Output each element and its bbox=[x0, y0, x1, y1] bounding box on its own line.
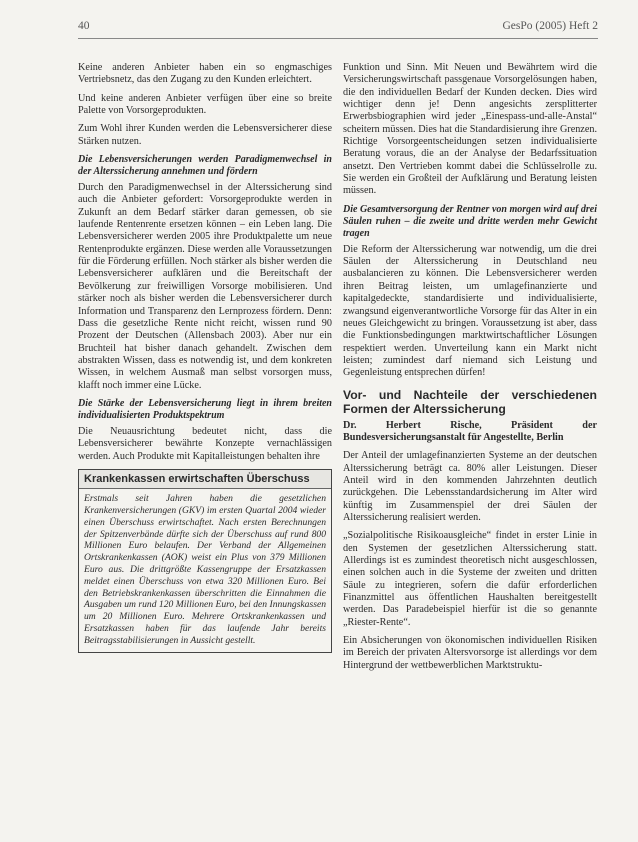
info-box-text: Erstmals seit Jahren haben die gesetzlichen Krankenversicherungen (GKV) im ersten Quartal 2004 wieder einen Überschuss erwirtschaftet. Nach ersten Berechnungen der Spitzenverbände dürfte sich der Überschuss auf rund 800 Millionen Euro belaufen. Der Verband der Allgemeinen Ortskrankenkassen (AOK) weist ein Plus von 379 Millionen Euro aus. Die drittgrößte Kassengruppe der Ersatzkassen meldet einen Überschuss von etwa 320 Millionen Euro. Bei den Betriebskrankenkassen überschritten die Einnahmen die Ausgaben um rund 120 Millionen Euro, bei den Innungskassen um 20 Millionen Euro. Mehrere Ortskrankenkassen und Ersatzkassen haben für das laufende Jahr bereits Beitragsstabilisierungen in Aussicht gestellt. bbox=[84, 493, 326, 646]
right-column bbox=[343, 62, 597, 678]
paragraph: Ein Absicherungen von ökonomischen individuellen Risiken im Bereich der privaten Altersvorsorge ist allerdings vor dem Hintergrund der wettbewerblichen Marktstruktu- bbox=[343, 635, 597, 671]
paragraph: Die Reform der Alterssicherung war notwendig, um die drei Säulen der Alterssicherung in Deutschland neu ausbalancieren zu können. Die Lebensversicherer werden ihren Beitrag leisten, um umlagefinanzierte und kapitalgedeckte, standardisierte und individualisierte, zwangsund eigenverantwortliche Vorsorge für das Alter in ein neues Gleichgewicht zu bringen. Voraussetzung ist aber, dass die Funktionsbedingungen marktwirtschaftlicher Lösungen respektiert werden. Unverteilung kann ein Markt nicht leisten; zumindest darf niemand sich Leistung und Gegenleistung entsprechen dürfen! bbox=[343, 243, 597, 379]
page-number: 40 bbox=[78, 20, 90, 32]
header-rule bbox=[78, 38, 598, 39]
page-header bbox=[78, 20, 598, 36]
section-heading: Die Lebensversicherungen werden Paradigmenwechsel in der Alterssicherung annehmen und fördern bbox=[78, 154, 332, 178]
info-box bbox=[78, 469, 332, 653]
paragraph: Der Anteil der umlagefinanzierten Systeme an der deutschen Alterssicherung beträgt ca. 80% aller Leistungen. Dieser Anteil wird in den kommenden Jahrzehnten deutlich zurückgehen. Die Lebensstandardsicherung im Alter wird künftig im Zusammenspiel der drei Säulen der Alterssicherung realisiert werden. bbox=[343, 450, 597, 523]
section-heading: Die Gesamtversorgung der Rentner von morgen wird auf drei Säulen ruhen – die zweite und dritte werden mehr Gewicht tragen bbox=[343, 203, 597, 239]
paragraph: Durch den Paradigmenwechsel in der Alterssicherung sind auch die Anbieter gefordert: Vorsorgeprodukte werden in Zukunft an dem Bedarf stärker daran gemessen, ob sie laufende Rentenrente ersetzen können – ein Leben lang. Die Lebensversicherer werden 2005 ihre Produktpalette um neue Rentenprodukte ergänzen. Diese werden alle Voraussetzungen für die Förderung erfüllen. Noch stärker als bisher werden die Lebensversicherer aufklären und die Bereitschaft der Bevölkerung zur freiwilligen Vorsorge mobilisieren. Und stärker noch als bisher werden die Lebensversicherer durch Information und Transparenz den Lernprozess fördern. Denn: Dass die gesetzliche Rente nicht reicht, wissen rund 90 Prozent der Deutschen (Allensbach 2003). Aber nur ein Bruchteil hat bisher danach gehandelt. Zwischen dem abstrakten Wissen, dass es notwendig ist, und dem konkreten Wissen, in welchem Ausmaß man selbst vorsorgen muss, klafft noch immer eine Lücke. bbox=[78, 182, 332, 391]
paragraph: Zum Wohl ihrer Kunden werden die Lebensversicherer diese Stärken nutzen. bbox=[78, 123, 332, 147]
paragraph: Und keine anderen Anbieter verfügen über eine so breite Palette von Vorsorgeprodukten. bbox=[78, 92, 332, 117]
paragraph: Keine anderen Anbieter haben ein so engmaschiges Vertriebsnetz, das den Zugang zu den Kunden erleichtert. bbox=[78, 62, 332, 86]
paragraph: Die Neuausrichtung bedeutet nicht, dass die Lebensversicherer bewährte Konzepte vernachlässigen werden. Auch Produkte mit Kapitalleistungen behalten ihre bbox=[78, 425, 332, 462]
paragraph: Funktion und Sinn. Mit Neuen und Bewährtem wird die Versicherungswirtschaft passgenaue Vorsorgelösungen haben, die den individuellen Bedarf der Kunden decken. Dies wird wichtiger denn je! Denn angesichts zersplitterter Erwerbsbiographien wird jeder „Einespass-und-alle-Anstal“ scheitern müssen. Dies hat die Standardisierung ihre Grenzen. Richtige Vorsorgeentscheidungen setzen individualisierte Beratung voraus, die an der Analyse der Bedarfssituation ansetzt. Den Vertrieben kommt dabei die Schlüsselrolle zu. Sie werden ein Großteil der Aufklärung und Beratung leisten müssen. bbox=[343, 62, 597, 197]
info-box-title: Krankenkassen erwirtschaften Überschuss bbox=[79, 470, 331, 489]
section-heading: Die Stärke der Lebensversicherung liegt in ihrem breiten individualisierten Produktspektrum bbox=[78, 397, 332, 421]
article-title: Vor- und Nachteile der verschiedenen Formen der Alterssicherung bbox=[343, 387, 597, 416]
left-column bbox=[78, 62, 332, 653]
journal-reference: GesPo (2005) Heft 2 bbox=[502, 20, 598, 32]
author-byline: Dr. Herbert Rische, Präsident der Bundesversicherungsanstalt für Angestellte, Berlin bbox=[343, 419, 597, 443]
paragraph: „Sozialpolitische Risikoausgleiche“ findet in erster Linie in den Systemen der gesetzlichen Alterssicherung statt. Allerdings ist es zumindest theoretisch nicht ausgeschlossen, einen solchen auch in die Systeme der zweiten und dritten Säule zu integrieren, sofern die dafür erforderlichen Finanzmittel aus öffentlichen Haushalten bereitgestellt werden. Das Paradebeispiel hierfür ist die so genannte „Riester-Rente“. bbox=[343, 530, 597, 628]
